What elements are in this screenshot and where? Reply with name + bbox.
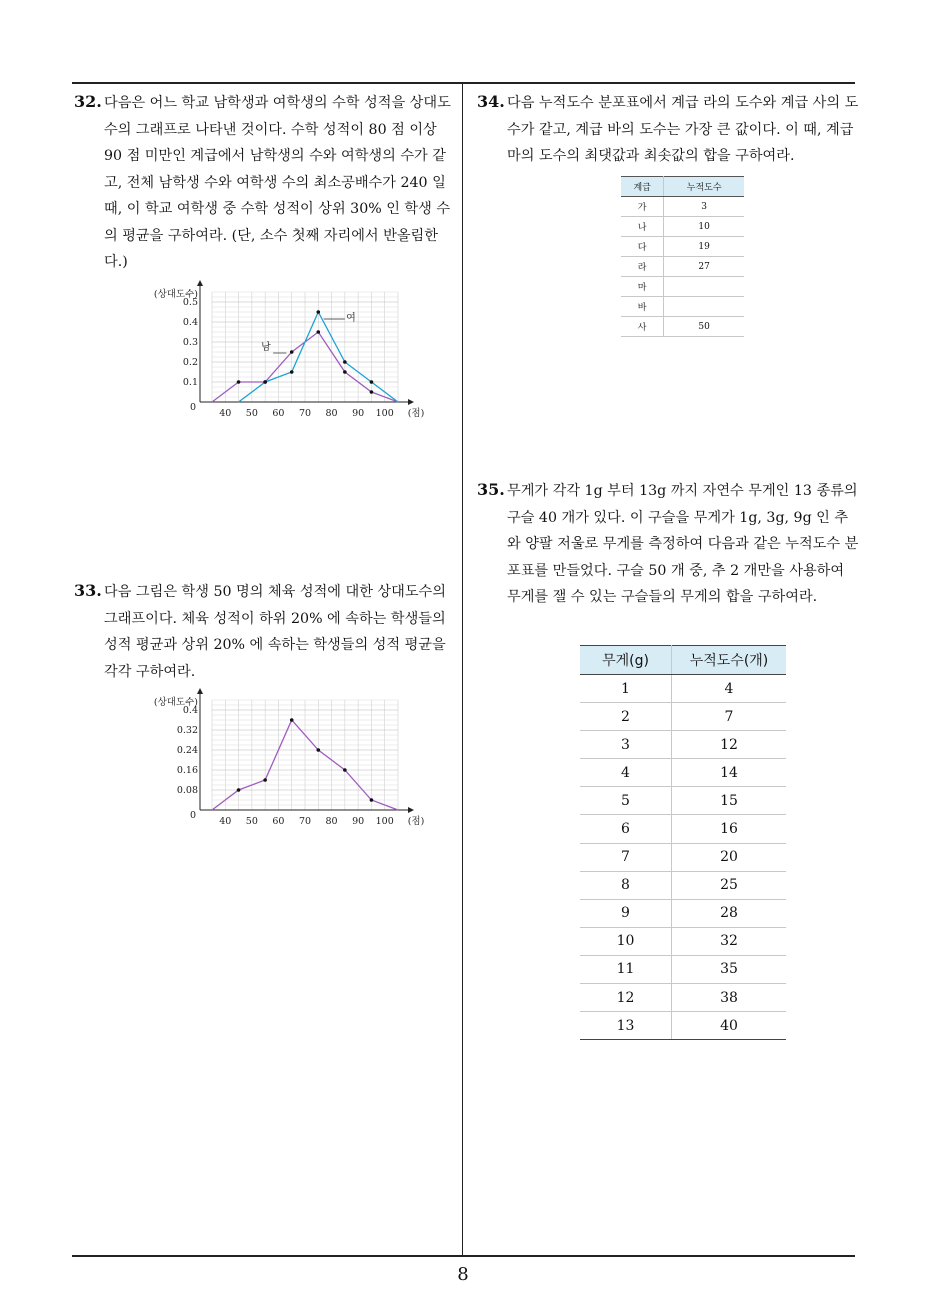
- table-cell-frequency: 4: [672, 675, 787, 703]
- table-cell-frequency: 25: [672, 871, 787, 899]
- data-point: [263, 380, 267, 384]
- table-cell-class: 나: [621, 217, 664, 237]
- x-tick-label: 60: [272, 408, 285, 419]
- table-row: [580, 843, 786, 871]
- problem-number: 32.: [74, 92, 102, 111]
- table-cell-frequency: [664, 277, 744, 297]
- y-tick-label: 0.5: [182, 297, 198, 308]
- table-cell-frequency: 50: [664, 317, 744, 337]
- table-row: [580, 871, 786, 899]
- series-label-male: 남: [261, 342, 271, 353]
- table-row: [580, 759, 786, 787]
- problem-number: 34.: [477, 92, 505, 111]
- y-axis-label: (상대도수): [153, 289, 198, 300]
- table-header: 무게(g): [580, 646, 672, 675]
- table-row: [580, 675, 786, 703]
- table-cell-frequency: 35: [672, 955, 787, 983]
- table-row: [580, 899, 786, 927]
- table-cell-class: 2: [580, 703, 672, 731]
- problem-number: 35.: [477, 480, 505, 499]
- y-tick-label: 0.4: [182, 705, 198, 716]
- x-tick-label: 70: [298, 408, 312, 419]
- table-cell-frequency: 32: [672, 927, 787, 955]
- table-cell-frequency: 16: [672, 815, 787, 843]
- table-row: [621, 297, 744, 317]
- y-axis-arrow: [197, 688, 203, 694]
- x-tick-label: 80: [325, 408, 338, 419]
- data-point: [316, 330, 320, 334]
- table-cell-class: 8: [580, 871, 672, 899]
- chart-33-relative-frequency: [140, 690, 430, 830]
- data-point: [290, 350, 294, 354]
- table-cell-frequency: 40: [672, 1012, 787, 1040]
- x-axis-label: (점): [407, 816, 425, 827]
- x-axis-arrow: [408, 807, 414, 813]
- data-point: [370, 380, 374, 384]
- table-row: [621, 257, 744, 277]
- table-cell-class: 4: [580, 759, 672, 787]
- table-row: [621, 217, 744, 237]
- y-tick-label: 0.1: [182, 377, 198, 388]
- table-cell-frequency: [664, 297, 744, 317]
- table-header: 계급: [621, 177, 664, 197]
- page-number: 8: [457, 1264, 469, 1285]
- table-row: [580, 927, 786, 955]
- data-point: [343, 360, 347, 364]
- x-tick-label: 40: [219, 816, 232, 827]
- data-point: [370, 798, 374, 802]
- data-point: [343, 768, 347, 772]
- table-row: [621, 277, 744, 297]
- table-cell-frequency: 12: [672, 731, 787, 759]
- table-row: [621, 237, 744, 257]
- x-axis-label: (점): [407, 408, 425, 419]
- column-divider: [462, 82, 463, 1256]
- y-tick-label: 0.08: [176, 785, 198, 796]
- y-axis-label: (상대도수): [153, 697, 198, 708]
- table-header: 누적도수: [664, 177, 744, 197]
- problem-33: [74, 578, 455, 685]
- table-row: [580, 731, 786, 759]
- table-cell-class: 13: [580, 1012, 672, 1040]
- y-axis-arrow: [197, 280, 203, 286]
- table-cell-frequency: 27: [664, 257, 744, 277]
- problem-text: 무게가 각각 1g 부터 13g 까지 자연수 무게인 13 종류의 구슬 40 개가 있다. 이 구슬을 무게가 1g, 3g, 9g 인 추와 양팔 저울로 무게를 측정하여 다음과 같은 누적도수 분포표를 만들었다. 구슬 50 개 중, 추 2 개만을 사용하여 무게를 잴 수 있는 구슬들의 무게의 합을 구하여라.: [507, 483, 859, 605]
- table-cell-frequency: 15: [672, 787, 787, 815]
- table-cell-frequency: 19: [664, 237, 744, 257]
- table-cell-frequency: 3: [664, 197, 744, 217]
- cumulative-frequency-table-34: [621, 176, 744, 337]
- x-tick-label: 100: [375, 408, 394, 419]
- data-point: [263, 778, 267, 782]
- problem-32: [74, 89, 455, 276]
- table-cell-class: 1: [580, 675, 672, 703]
- table-cell-frequency: 38: [672, 984, 787, 1012]
- table-cell-class: 11: [580, 955, 672, 983]
- x-tick-label: 50: [245, 408, 258, 419]
- table-cell-class: 마: [621, 277, 664, 297]
- origin-label: 0: [189, 810, 196, 821]
- y-tick-label: 0.24: [176, 745, 198, 756]
- table-row: [580, 815, 786, 843]
- data-point: [290, 718, 294, 722]
- table-cell-frequency: 10: [664, 217, 744, 237]
- table-cell-frequency: 20: [672, 843, 787, 871]
- table-cell-class: 6: [580, 815, 672, 843]
- table-cell-class: 라: [621, 257, 664, 277]
- data-point: [316, 748, 320, 752]
- data-point: [370, 390, 374, 394]
- y-tick-label: 0.16: [176, 765, 198, 776]
- table-cell-class: 10: [580, 927, 672, 955]
- table-row: [621, 197, 744, 217]
- problem-35: [477, 477, 860, 611]
- x-tick-label: 90: [352, 408, 365, 419]
- table-row: [580, 984, 786, 1012]
- table-cell-frequency: 14: [672, 759, 787, 787]
- table-cell-class: 9: [580, 899, 672, 927]
- table-cell-class: 다: [621, 237, 664, 257]
- table-row: [621, 317, 744, 337]
- table-cell-class: 가: [621, 197, 664, 217]
- problem-number: 33.: [74, 581, 102, 600]
- y-tick-label: 0.4: [182, 317, 198, 328]
- x-axis-arrow: [408, 399, 414, 405]
- x-tick-label: 40: [219, 408, 232, 419]
- table-cell-class: 바: [621, 297, 664, 317]
- data-point: [290, 370, 294, 374]
- y-tick-label: 0.2: [182, 357, 198, 368]
- table-cell-class: 7: [580, 843, 672, 871]
- bottom-rule: [72, 1255, 855, 1257]
- cumulative-frequency-table-35: [580, 645, 786, 1040]
- problem-text: 다음 그림은 학생 50 명의 체육 성적에 대한 상대도수의 그래프이다. 체육 성적이 하위 20% 에 속하는 학생들의 성적 평균과 상위 20% 에 속하는 학생들의 성적 평균을 각각 구하여라.: [104, 584, 446, 680]
- top-rule: [72, 82, 855, 84]
- table-cell-class: 5: [580, 787, 672, 815]
- table-row: [580, 955, 786, 983]
- table-row: [580, 787, 786, 815]
- x-tick-label: 50: [245, 816, 258, 827]
- y-tick-label: 0.3: [182, 337, 198, 348]
- chart-32-relative-frequency: [140, 282, 430, 422]
- table-cell-class: 3: [580, 731, 672, 759]
- data-point: [316, 310, 320, 314]
- data-point: [343, 370, 347, 374]
- x-tick-label: 60: [272, 816, 285, 827]
- table-cell-frequency: 28: [672, 899, 787, 927]
- origin-label: 0: [189, 402, 196, 413]
- table-row: [580, 703, 786, 731]
- y-tick-label: 0.32: [176, 725, 198, 736]
- table-cell-frequency: 7: [672, 703, 787, 731]
- x-tick-label: 80: [325, 816, 338, 827]
- table-cell-class: 12: [580, 984, 672, 1012]
- data-point: [237, 380, 241, 384]
- problem-text: 다음 누적도수 분포표에서 계급 라의 도수와 계급 사의 도수가 같고, 계급 바의 도수는 가장 큰 값이다. 이 때, 계급 마의 도수의 최댓값과 최솟값의 합을 구하여라.: [507, 95, 859, 164]
- data-point: [237, 788, 241, 792]
- problem-text: 다음은 어느 학교 남학생과 여학생의 수학 성적을 상대도수의 그래프로 나타낸 것이다. 수학 성적이 80 점 이상 90 점 미만인 계급에서 남학생의 수와 여학생의 수가 같고, 전체 남학생 수와 여학생 수의 최소공배수가 240 일 때, 이 학교 여학생 중 수학 성적이 상위 30% 인 학생 수의 평균을 구하여라. (단, 소수 첫째 자리에서 반올림한다.): [104, 95, 451, 270]
- x-tick-label: 90: [352, 816, 365, 827]
- x-tick-label: 70: [298, 816, 312, 827]
- problem-34: [477, 89, 860, 170]
- x-tick-label: 100: [375, 816, 394, 827]
- table-header: 누적도수(개): [672, 646, 787, 675]
- table-cell-class: 사: [621, 317, 664, 337]
- series-label-female: 여: [346, 313, 356, 324]
- table-row: [580, 1012, 786, 1040]
